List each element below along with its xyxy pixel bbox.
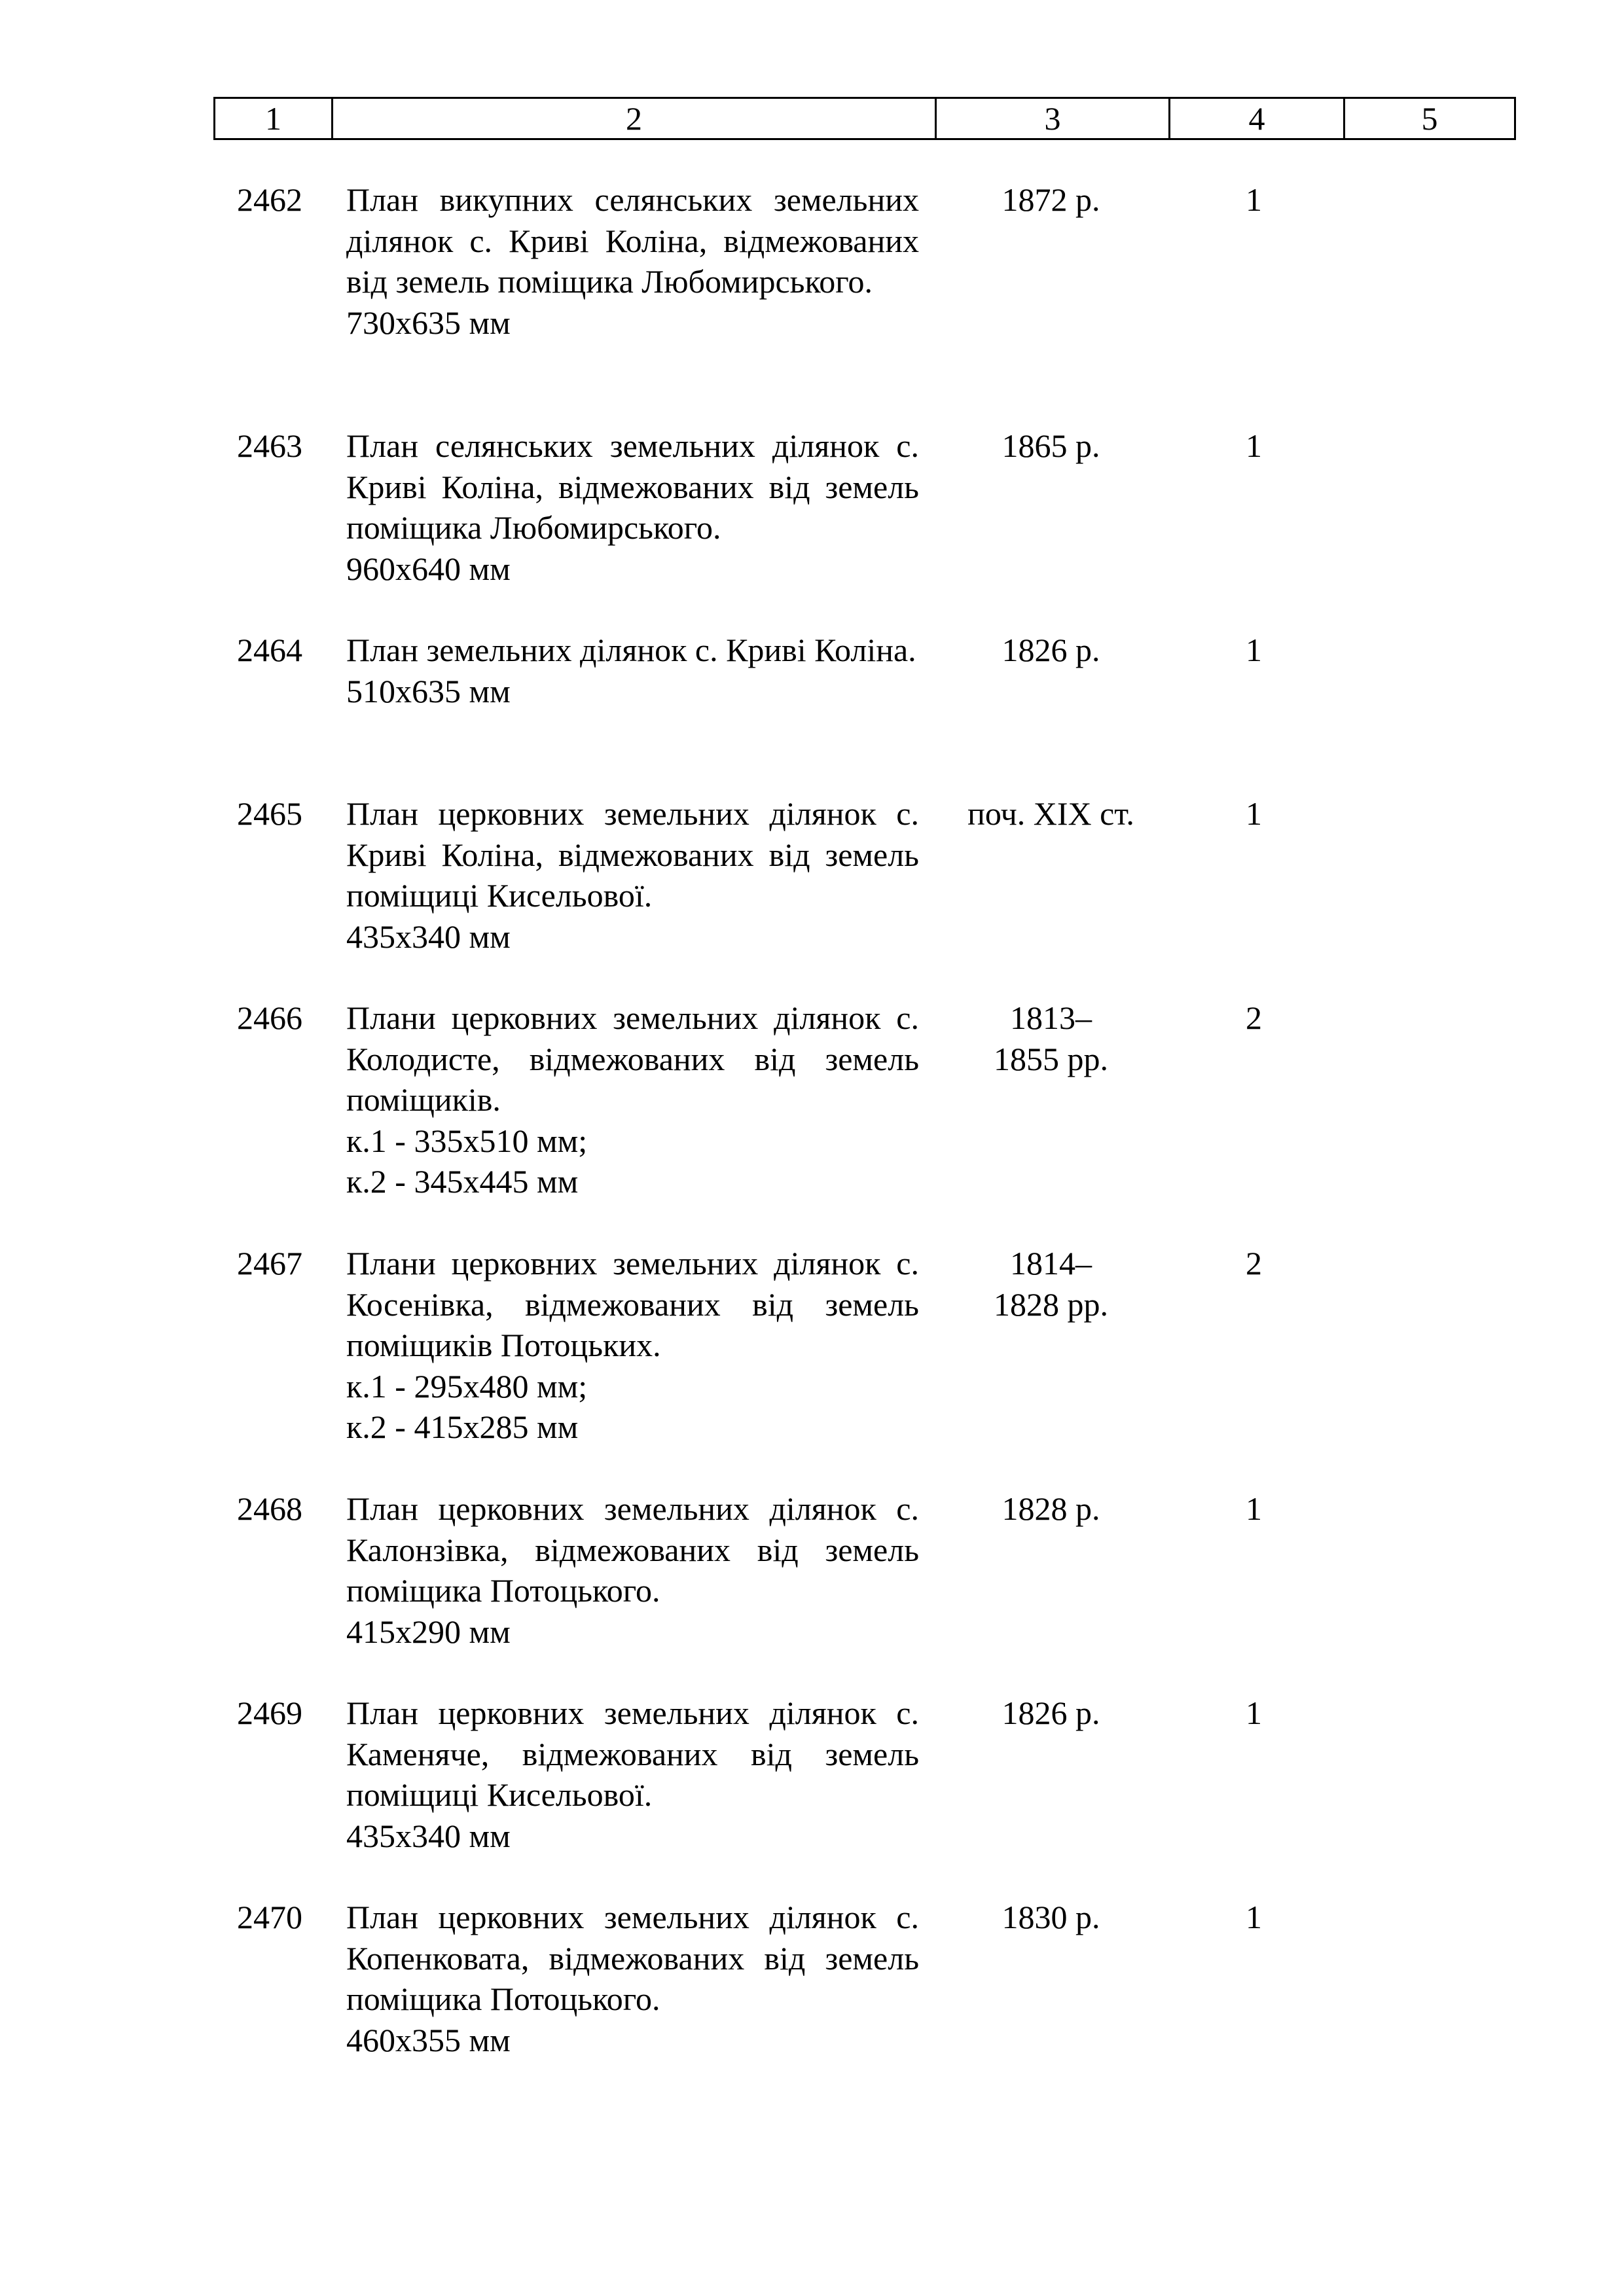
record-dimensions: к.2 - 345х445 мм [346, 1163, 579, 1200]
record-date-line: 1813– [1010, 999, 1092, 1036]
record-dimensions: 510х635 мм [346, 672, 511, 709]
record-date-line: 1865 р. [1001, 427, 1100, 464]
record-count: 2 [1246, 999, 1262, 1036]
record-description [346, 179, 919, 343]
column-header-5: 5 [1421, 100, 1438, 137]
record-date-line: 1828 рр. [994, 1285, 1108, 1323]
record-title: Плани церковних земельних ділянок с. Косенівка, відмежованих від земель поміщиків Потоцьких. [346, 1245, 919, 1363]
column-header-3: 3 [937, 99, 1170, 138]
record-count: 1 [1246, 632, 1262, 668]
record-description [346, 1488, 919, 1652]
record-date-line: 1826 р. [1001, 632, 1100, 668]
record-count: 1 [1246, 1899, 1262, 1935]
record-title: План земельних ділянок с. Криві Коліна. [346, 632, 916, 668]
record-dimensions: 460х355 мм [346, 2021, 511, 2058]
record-date-line: 1872 р. [1001, 181, 1100, 218]
record-description [346, 1897, 919, 2060]
record-date [934, 1488, 1168, 1530]
record-count: 2 [1246, 1245, 1262, 1282]
record-date [934, 1693, 1168, 1734]
record-title: План церковних земельних ділянок с. Копенковата, відмежованих від земель поміщика Потоцького. [346, 1899, 919, 2017]
record-title: План церковних земельних ділянок с. Каменяче, відмежованих від земель поміщиці Кисельової. [346, 1695, 919, 1813]
record-dimensions: к.2 - 415х285 мм [346, 1408, 579, 1445]
column-header-2: 2 [333, 99, 937, 138]
record-date [934, 425, 1168, 467]
record-number: 2464 [237, 632, 302, 668]
record-dimensions: к.1 - 295х480 мм; [346, 1367, 588, 1405]
record-date [934, 630, 1168, 671]
record-number: 2470 [237, 1899, 302, 1935]
record-dimensions: 415х290 мм [346, 1613, 511, 1650]
record-description [346, 1693, 919, 1856]
record-date-line: 1855 рр. [994, 1040, 1108, 1077]
record-count: 1 [1246, 427, 1262, 464]
record-number: 2462 [237, 181, 302, 218]
record-number: 2468 [237, 1490, 302, 1527]
record-description [346, 425, 919, 589]
record-count: 1 [1246, 1695, 1262, 1731]
record-date [934, 179, 1168, 221]
record-title: План селянських земельних ділянок с. Криві Коліна, відмежованих від земель поміщика Любомирського. [346, 427, 919, 546]
record-date [934, 1243, 1168, 1325]
record-dimensions: к.1 - 335х510 мм; [346, 1122, 588, 1159]
record-date-line: поч. ХІХ ст. [967, 795, 1134, 832]
record-date-line: 1826 р. [1001, 1695, 1100, 1731]
record-date [934, 997, 1168, 1079]
record-date-line: 1814– [1010, 1245, 1092, 1282]
record-title: План церковних земельних ділянок с. Криві Коліна, відмежованих від земель поміщиці Кисельової. [346, 795, 919, 914]
record-description [346, 793, 919, 957]
record-dimensions: 435х340 мм [346, 918, 511, 955]
column-header-1: 1 [215, 99, 333, 138]
record-title: План церковних земельних ділянок с. Калонзівка, відмежованих від земель поміщика Потоцького. [346, 1490, 919, 1609]
record-date-line: 1828 р. [1001, 1490, 1100, 1527]
record-number: 2469 [237, 1695, 302, 1731]
record-number: 2466 [237, 999, 302, 1036]
record-number: 2463 [237, 427, 302, 464]
record-date [934, 1897, 1168, 1938]
record-dimensions: 730х635 мм [346, 304, 511, 341]
record-number: 2467 [237, 1245, 302, 1282]
record-dimensions: 435х340 мм [346, 1817, 511, 1854]
column-header-table [213, 97, 1516, 140]
record-number: 2465 [237, 795, 302, 832]
record-date-line: 1830 р. [1001, 1899, 1100, 1935]
record-description [346, 630, 919, 711]
record-description [346, 997, 919, 1202]
record-title: План викупних селянських земельних ділянок с. Криві Коліна, відмежованих від земель поміщика Любомирського. [346, 181, 919, 300]
record-description [346, 1243, 919, 1448]
record-title: Плани церковних земельних ділянок с. Колодисте, відмежованих від земель поміщиків. [346, 999, 919, 1118]
column-header-4: 4 [1170, 99, 1345, 138]
record-date [934, 793, 1168, 834]
record-count: 1 [1246, 795, 1262, 832]
record-dimensions: 960х640 мм [346, 550, 511, 587]
record-count: 1 [1246, 1490, 1262, 1527]
record-count: 1 [1246, 181, 1262, 218]
